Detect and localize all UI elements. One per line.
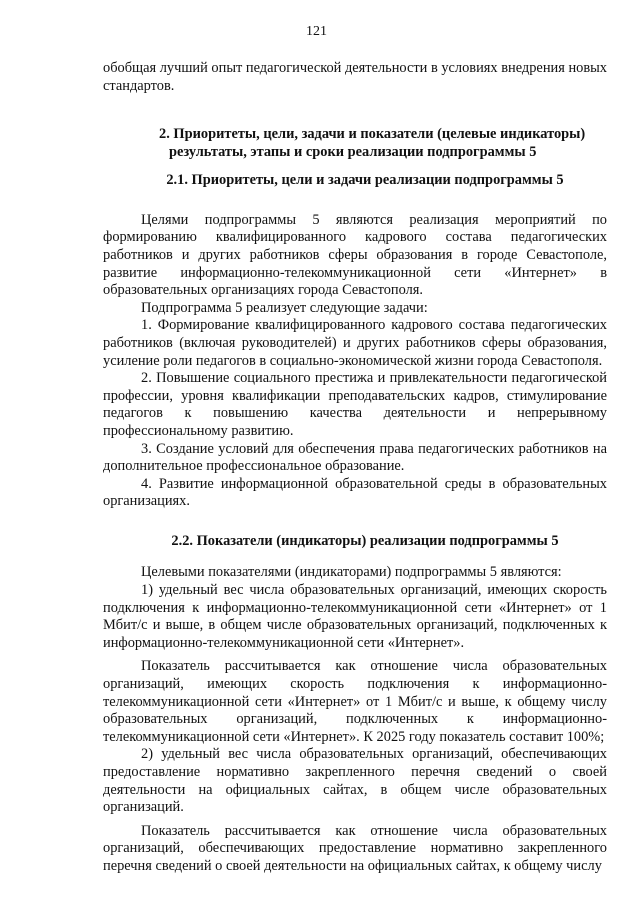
goals-paragraph: Целями подпрограммы 5 являются реализация мероприятий по формированию квалифицированного кадрового состава педагогических работников и других работников сферы образования в городе Севастополе, развитие информационно-телекоммуникационной сети «Интернет» в образовательных организациях города Севастополя. [103,211,607,299]
section-2-heading-line1: 2. Приоритеты, цели, задачи и показатели (целевые индикаторы) [159,126,586,143]
section-2-1-heading: 2.1. Приоритеты, цели и задачи реализации подпрограммы 5 [166,172,564,189]
indicators-intro: Целевыми показателями (индикаторами) подпрограммы 5 являются: [141,564,562,581]
section-2-heading-line2: результаты, этапы и сроки реализации подпрограммы 5 [169,144,537,161]
intro-paragraph: обобщая лучший опыт педагогической деятельности в условиях внедрения новых стандартов. [103,60,607,94]
page-content [103,60,607,876]
section-2-2-heading: 2.2. Показатели (индикаторы) реализации подпрограммы 5 [171,532,559,549]
indicator-2: 2) удельный вес числа образовательных организаций, обеспечивающих предоставление нормативно закрепленного перечня сведений о своей деятельности на официальных сайтах, в общем числе образовательных организаций. [103,746,607,816]
indicator-2-calculation: Показатель рассчитывается как отношение числа образовательных организаций, обеспечивающих предоставление нормативно закрепленного перечня сведений о своей деятельности на официальных сайтах, к общему числу [103,822,607,874]
task-item-4: 4. Развитие информационной образовательной среды в образовательных организациях. [103,475,607,510]
task-item-2: 2. Повышение социального престижа и привлекательности педагогической профессии, уровня квалификации преподавательских кадров, стимулирование педагогов к повышению качества деятельности и непрерывному профессиональному развитию. [103,370,607,439]
indicator-1-calculation: Показатель рассчитывается как отношение числа образовательных организаций, имеющих скорость подключения к информационно-телекоммуникационной сети «Интернет» от 1 Мбит/с и выше, к общему числу образовательных организаций, подключенных к информационно-телекоммуникационной сети «Интернет». К 2025 году показатель составит 100%; [103,658,607,745]
task-item-1: 1. Формирование квалифицированного кадрового состава педагогических работников (включая руководителей) и других работников сферы образования, усиление роли педагогов в социально-экономической жизни города Севастополя. [103,317,607,369]
tasks-intro: Подпрограмма 5 реализует следующие задачи: [141,299,428,316]
page-number: 121 [306,24,327,39]
indicator-1: 1) удельный вес числа образовательных организаций, имеющих скорость подключения к информационно-телекоммуникационной сети «Интернет» от 1 Мбит/с и выше, в общем числе образовательных организаций, подключенных к информационно-телекоммуникационной сети «Интернет». [103,582,607,651]
task-item-3: 3. Создание условий для обеспечения права педагогических работников на дополнительное профессиональное образование. [103,440,607,475]
section-2-heading [103,125,607,161]
